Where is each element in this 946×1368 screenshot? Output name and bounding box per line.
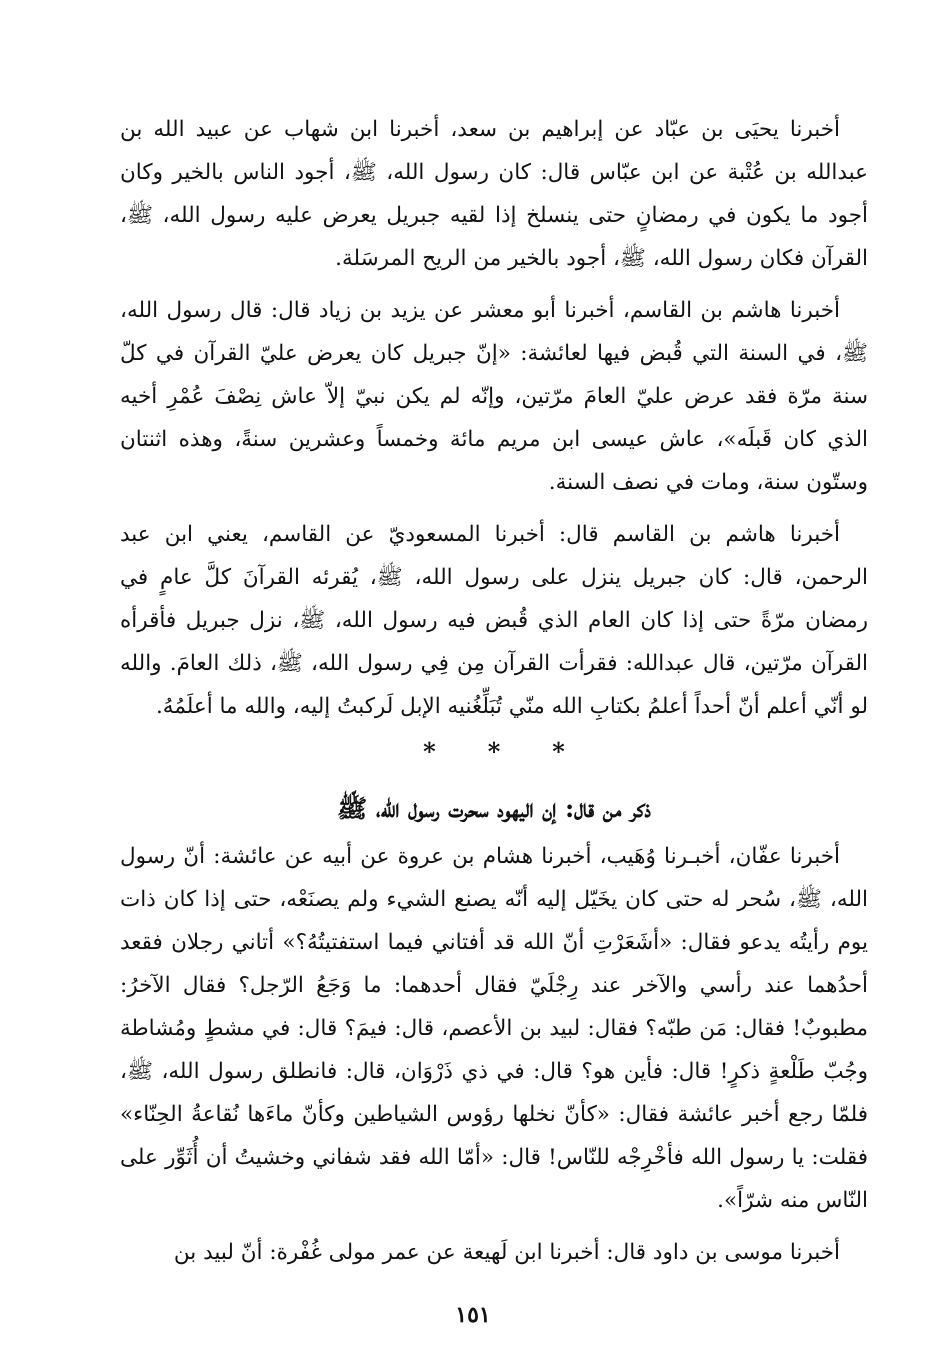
separator-star-1: * (423, 737, 436, 766)
paragraph-2: أخبرنا هاشم بن القاسم، أخبرنا أبو معشر عن يزيد بن زياد قال: قال رسول الله، ﷺ، في السنة التي قُبض فيها لعائشة: «إنّ جبريل كان يعرض عليّ القرآن في كلّ سنة مرّة فقد عرض عليّ العامَ مرّتين، وإنّه لم يكن نبيّ إلاّ عاش نِصْفَ عُمْرِ أخيه الذي كان قَبلَه»، عاش عيسى ابن مريم مائة وخمساً وعشرين سنةً، وهذه اثنتان وستّون سنة، ومات في نصف السنة. (120, 298, 868, 495)
page-number: ١٥١ (455, 1302, 491, 1328)
paragraph-5: أخبرنا موسى بن داود قال: أخبرنا ابن لَهيعة عن عمر مولى غُفْرة: أنّ لبيد بن (173, 1240, 840, 1265)
paragraph-1: أخبرنا يحيَى بن عبّاد عن إبراهيم بن سعد، أخبرنا ابن شهاب عن عبيد الله بن عبدالله بن عُتْبة عن ابن عبّاس قال: كان رسول الله، ﷺ، أجود الناس بالخير وكان أجود ما يكون في رمضانٍ حتى ينسلخ إذا لقيه جبريل يعرض عليه رسول الله، ﷺ، القرآن فكان رسول الله، ﷺ، أجود بالخير من الريح المرسَلة. (120, 117, 868, 271)
book-page (120, 108, 868, 1283)
paragraph-3: أخبرنا هاشم بن القاسم قال: أخبرنا المسعوديّ عن القاسم، يعني ابن عبد الرحمن، قال: كان جبريل ينزل على رسول الله، ﷺ، يُقرئه القرآنَ كلَّ عامٍ في رمضان مرّةً حتى إذا كان العام الذي قُبض فيه رسول الله، ﷺ، نزل جبريل فأقرأه القرآن مرّتين، قال عبدالله: فقرأت القرآن مِن فِي رسول الله، ﷺ، ذلك العامَ. والله لو أنّي أعلم أنّ أحداً أعلمُ بكتابِ الله منّي تُبَلِّغُنيه الإبل لَركبتُ إليه، والله ما أعلَمُهُ. (120, 522, 868, 719)
paragraph-4: أخبرنا عفّان، أخبـرنا وُهَيب، أخبرنا هشام بن عروة عن أبيه عن عائشة: أنّ رسول الله، ﷺ، سُحر له حتى كان يخَيّل إليه أنّه يصنع الشيء ولم يصنَعْه، حتى إذا كان ذات يوم رأيتُه يدعو فقال: «أشَعَرْتِ أنّ الله قد أفتاني فيما استفتيتُهُ؟» أتاني رجلان فقعد أحدُهما عند رأسي والآخر عند رِجْلَيّ فقال أحدهما: ما وَجَعُ الرّجل؟ فقال الآخرُ: مطبوبٌ! فقال: مَن طبّه؟ فقال: لبيد بن الأعصم، قال: فيمَ؟ قال: في مشطٍ ومُشاطة وجُبّ طَلْعةٍ ذكرٍ! قال: فأين هو؟ قال: في ذي ذَرْوَان، قال: فانطلق رسول الله، ﷺ، فلمّا رجع أخبر عائشة فقال: «كأنّ نخلها رؤوس الشياطين وكأنّ ماءَها نُقاعةُ الحِنّاء» فقلت: يا رسول الله فأخْرِجْه للنّاس! قال: «أمّا الله فقد شفاني وخشيتُ أن أُثَوِّر على النّاس منه شرّاً». (120, 844, 868, 1213)
section-separator (120, 737, 868, 767)
section-title: ذكر من قال: إن اليهود سحرت رسول الله، ﷺ (337, 794, 651, 823)
separator-star-3: * (552, 737, 565, 766)
separator-star-2: * (487, 737, 501, 766)
